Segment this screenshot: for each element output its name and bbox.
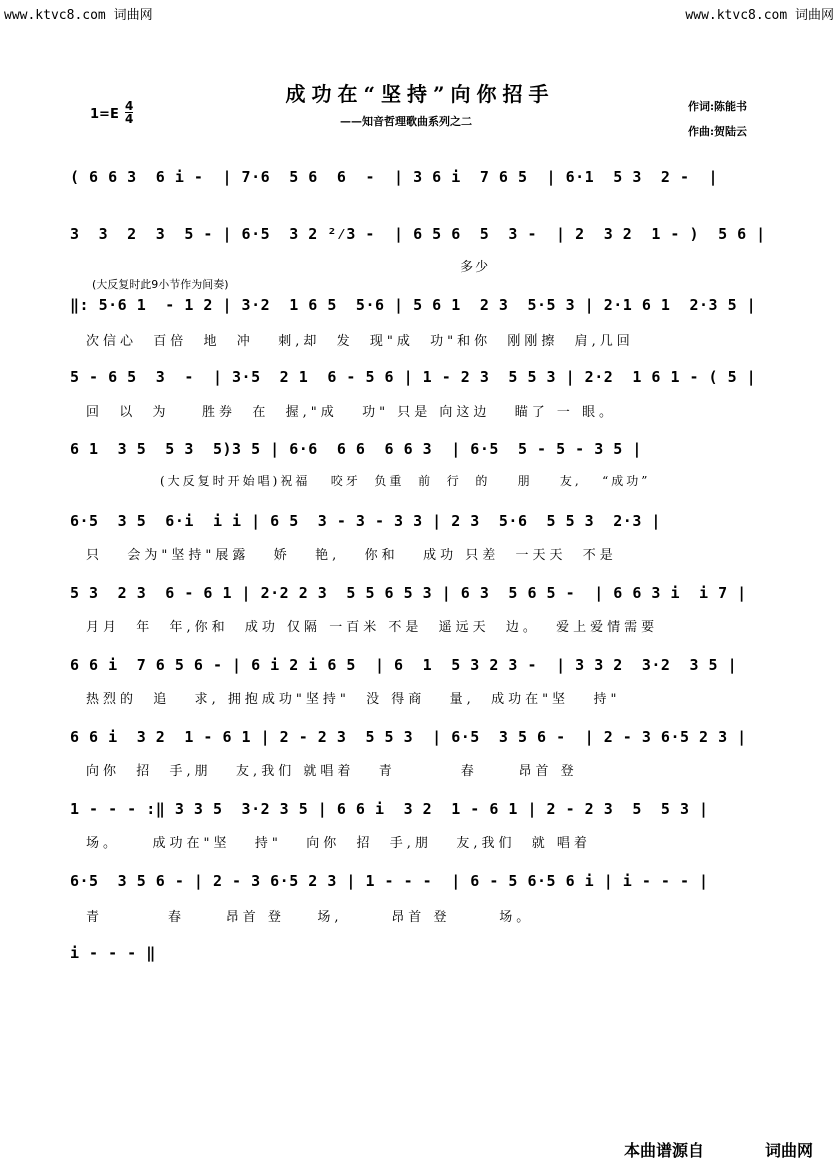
footer-brand: 词曲网 (765, 1141, 814, 1160)
time-signature (125, 100, 133, 125)
song-title: 成功在“坚持”向你招手 (285, 82, 555, 106)
time-signature-bottom: 4 (125, 112, 134, 126)
lyricist-credit: 作词:陈能书 (688, 100, 748, 113)
score-row-10-lyrics: 场。 成功在"坚 持" 向你 招 手,朋 友,我们 就 唱着 (86, 836, 591, 851)
score-row-6-lyrics: 只 会为"坚持"展露 娇 艳, 你和 成功 只差 一天天 不是 (86, 548, 617, 563)
score-row-4-lyrics: 回 以 为 胜券 在 握,"成 功" 只是 向这边 瞄了 一 眼。 (86, 405, 617, 420)
score-row-9-lyrics: 向你 招 手,朋 友,我们 就唱着 青 春 昂首 登 (86, 764, 578, 779)
score-row-3-lyrics: 次信心 百倍 地 冲 刺,却 发 现"成 功"和你 刚刚擦 肩,几回 (86, 334, 634, 349)
interlude-annotation: (大反复时此9小节作为间奏) (92, 278, 229, 291)
time-signature-top: 4 (125, 99, 134, 113)
score-row-2-notes: 3 3 2 3 5 - | 6·5 3 2 ²⁄3 - | 6 5 6 5 3 - | 2 3 2 1 - ) 5 6 | (70, 225, 766, 243)
site-url-left: www.ktvc8.com 词曲网 (4, 8, 153, 23)
score-row-8-notes: 6 6 i 7 6 5 6 - | 6 i 2 i 6 5 | 6 1 5 3 2 3 - | 3 3 2 3·2 3 5 | (70, 656, 738, 674)
key-signature: 1=E (90, 107, 119, 122)
score-row-6-notes: 6·5 3 5 6·i i i | 6 5 3 - 3 - 3 3 | 2 3 5·6 5 5 3 2·3 | (70, 512, 661, 530)
score-row-12-notes: i - - - ‖ (70, 944, 156, 962)
footer-source: 本曲谱源自 (624, 1141, 705, 1160)
score-row-1-notes: ( 6 6 3 6 i - | 7·6 5 6 6 - | 3 6 i 7 6 5 | 6·1 5 3 2 - | (70, 168, 719, 186)
site-url-right: www.ktvc8.com 词曲网 (685, 8, 834, 23)
score-row-4-notes: 5 - 6 5 3 - | 3·5 2 1 6 - 5 6 | 1 - 2 3 5 5 3 | 2·2 1 6 1 - ( 5 | (70, 368, 757, 386)
score-row-2-lyrics: 多少 (86, 260, 491, 275)
score-row-9-notes: 6 6 i 3 2 1 - 6 1 | 2 - 2 3 5 5 3 | 6·5 3 5 6 - | 2 - 3 6·5 2 3 | (70, 728, 747, 746)
score-row-11-notes: 6·5 3 5 6 - | 2 - 3 6·5 2 3 | 1 - - - | 6 - 5 6·5 6 i | i - - - | (70, 872, 709, 890)
composer-credit: 作曲:贺陆云 (688, 125, 748, 138)
score-row-7-lyrics: 月月 年 年,你和 成功 仅隔 一百米 不是 遥远天 边。 爱上爱情需要 (86, 620, 659, 635)
score-row-11-lyrics: 青 春 昂首 登 场, 昂首 登 场。 (86, 910, 534, 925)
score-row-7-notes: 5 3 2 3 6 - 6 1 | 2·2 2 3 5 5 6 5 3 | 6 3 5 6 5 - | 6 6 3 i i 7 | (70, 584, 747, 602)
score-row-10-notes: 1 - - - :‖ 3 3 5 3·2 3 5 | 6 6 i 3 2 1 - 6 1 | 2 - 2 3 5 5 3 | (70, 800, 709, 818)
score-row-8-lyrics: 热烈的 追 求, 拥抱成功"坚持" 没 得商 量, 成功在"坚 持" (86, 692, 621, 707)
score-row-3-notes: ‖: 5·6 1 - 1 2 | 3·2 1 6 5 5·6 | 5 6 1 2 3 5·5 3 | 2·1 6 1 2·3 5 | (70, 296, 757, 314)
score-row-5-notes: 6 1 3 5 5 3 5)3 5 | 6·6 6 6 6 6 3 | 6·5 5 - 5 - 3 5 | (70, 440, 642, 458)
sing-start-annotation: (大反复时开始唱)祝福 咬牙 负重 前 行 的 朋 友, “成功” (160, 474, 651, 488)
song-subtitle: ——知音哲理歌曲系列之二 (340, 115, 472, 128)
